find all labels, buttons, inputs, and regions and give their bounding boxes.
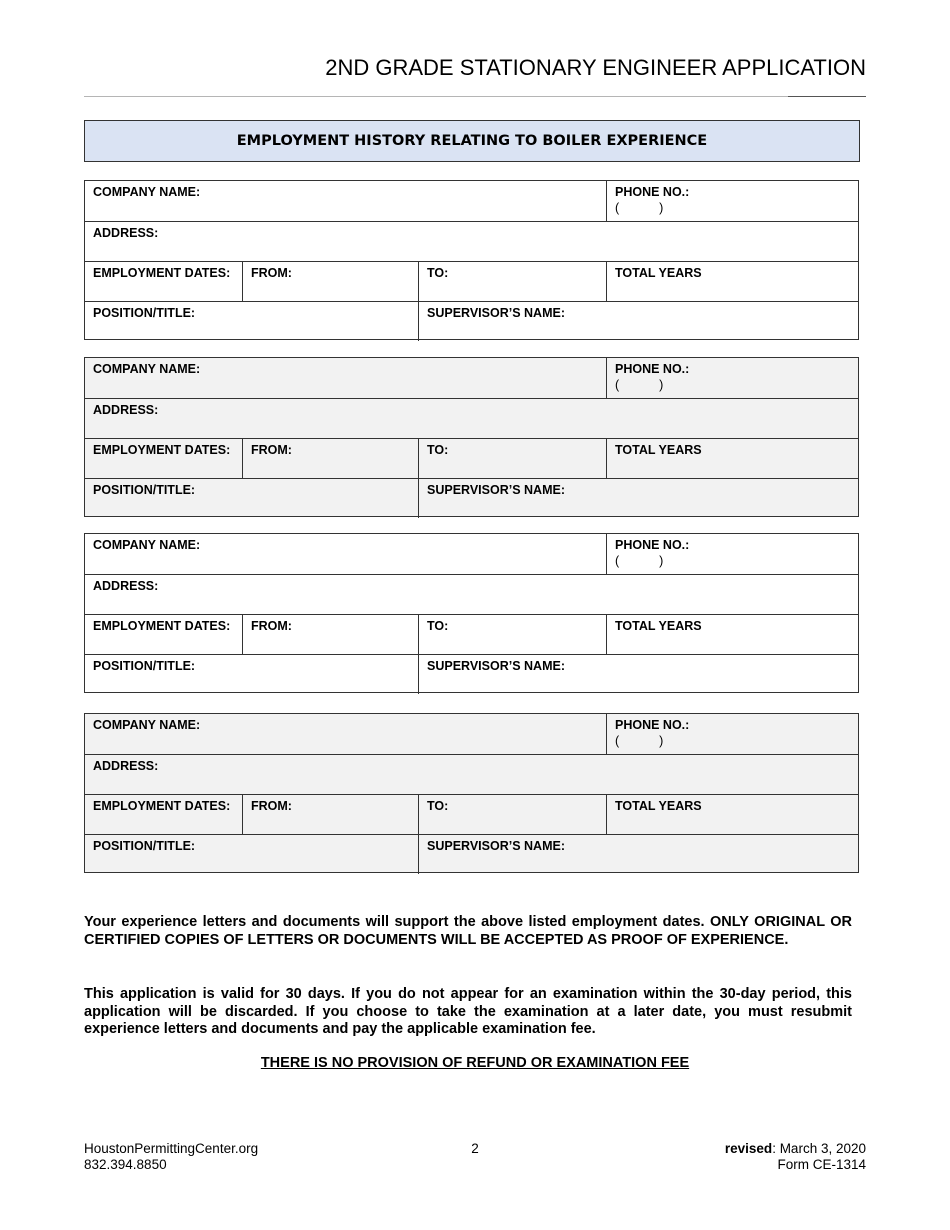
total-years-label: TOTAL YEARS <box>615 443 702 457</box>
employment-dates-label: EMPLOYMENT DATES: <box>93 443 231 457</box>
supervisor-name-field[interactable] <box>418 835 858 874</box>
supervisor-name-label: SUPERVISOR’S NAME: <box>427 483 565 497</box>
position-title-label: POSITION/TITLE: <box>93 306 196 320</box>
position-row <box>85 654 858 694</box>
employment-dates-label-cell <box>85 795 243 834</box>
employment-dates-label-cell <box>85 439 243 478</box>
phone-label: PHONE NO.: <box>615 718 690 732</box>
to-field[interactable] <box>418 615 607 654</box>
supervisor-name-field[interactable] <box>418 655 858 694</box>
dates-row <box>85 794 858 834</box>
position-row <box>85 478 858 518</box>
to-label: TO: <box>427 619 449 633</box>
position-row <box>85 834 858 874</box>
position-title-field[interactable] <box>85 655 419 694</box>
to-field[interactable] <box>418 795 607 834</box>
address-row <box>85 754 858 794</box>
address-row <box>85 574 858 614</box>
employment-entry-2 <box>84 357 859 517</box>
total-years-field[interactable] <box>606 795 858 834</box>
phone-field[interactable] <box>606 358 858 398</box>
to-label: TO: <box>427 799 449 813</box>
form-id: Form CE-1314 <box>777 1157 866 1172</box>
company-name-label: COMPANY NAME: <box>93 185 201 199</box>
from-label: FROM: <box>251 443 292 457</box>
address-row <box>85 221 858 261</box>
phone-label: PHONE NO.: <box>615 362 690 376</box>
from-field[interactable] <box>242 262 418 301</box>
supervisor-name-field[interactable] <box>418 479 858 518</box>
employment-entry-3 <box>84 533 859 693</box>
dates-row <box>85 438 858 478</box>
total-years-label: TOTAL YEARS <box>615 799 702 813</box>
phone-label: PHONE NO.: <box>615 185 690 199</box>
address-field[interactable] <box>85 755 858 794</box>
from-label: FROM: <box>251 266 292 280</box>
to-field[interactable] <box>418 439 607 478</box>
supervisor-name-label: SUPERVISOR’S NAME: <box>427 306 565 320</box>
phone-label: PHONE NO.: <box>615 538 690 552</box>
phone-area-code: ( ) <box>615 201 664 215</box>
section-title: EMPLOYMENT HISTORY RELATING TO BOILER EXPERIENCE <box>236 133 708 149</box>
employment-dates-label-cell <box>85 262 243 301</box>
company-name-label: COMPANY NAME: <box>93 538 201 552</box>
total-years-field[interactable] <box>606 615 858 654</box>
title-divider <box>84 96 865 97</box>
employment-entry-1 <box>84 180 859 340</box>
supervisor-name-label: SUPERVISOR’S NAME: <box>427 839 565 853</box>
position-title-field[interactable] <box>85 479 419 518</box>
footer-revision <box>725 1141 866 1173</box>
employment-dates-label: EMPLOYMENT DATES: <box>93 619 231 633</box>
from-label: FROM: <box>251 619 292 633</box>
company-name-field[interactable] <box>85 534 607 574</box>
dates-row <box>85 614 858 654</box>
footer-website[interactable]: HoustonPermittingCenter.org <box>84 1141 259 1156</box>
company-row <box>85 534 858 574</box>
section-banner <box>84 120 860 162</box>
phone-area-code: ( ) <box>615 734 664 748</box>
phone-field[interactable] <box>606 534 858 574</box>
address-label: ADDRESS: <box>93 759 159 773</box>
title-divider-accent <box>788 96 866 97</box>
position-title-field[interactable] <box>85 302 419 341</box>
phone-field[interactable] <box>606 714 858 754</box>
employment-dates-label: EMPLOYMENT DATES: <box>93 799 231 813</box>
revised-date: : March 3, 2020 <box>772 1141 866 1156</box>
company-row <box>85 714 858 754</box>
position-title-label: POSITION/TITLE: <box>93 483 196 497</box>
employment-entry-4 <box>84 713 859 873</box>
page-title: 2ND GRADE STATIONARY ENGINEER APPLICATION <box>325 55 866 80</box>
supervisor-name-field[interactable] <box>418 302 858 341</box>
position-title-label: POSITION/TITLE: <box>93 659 196 673</box>
from-label: FROM: <box>251 799 292 813</box>
company-name-field[interactable] <box>85 358 607 398</box>
position-row <box>85 301 858 341</box>
refund-notice: THERE IS NO PROVISION OF REFUND OR EXAMINATION FEE <box>260 1055 690 1071</box>
to-label: TO: <box>427 443 449 457</box>
address-label: ADDRESS: <box>93 226 159 240</box>
address-field[interactable] <box>85 222 858 261</box>
from-field[interactable] <box>242 795 418 834</box>
address-row <box>85 398 858 438</box>
company-name-field[interactable] <box>85 181 607 221</box>
address-label: ADDRESS: <box>93 579 159 593</box>
company-name-label: COMPANY NAME: <box>93 718 201 732</box>
phone-area-code: ( ) <box>615 554 664 568</box>
employment-dates-label: EMPLOYMENT DATES: <box>93 266 231 280</box>
company-row <box>85 358 858 398</box>
to-field[interactable] <box>418 262 607 301</box>
total-years-field[interactable] <box>606 439 858 478</box>
dates-row <box>85 261 858 301</box>
page-number: 2 <box>471 1141 479 1156</box>
from-field[interactable] <box>242 439 418 478</box>
revised-label: revised <box>724 1141 773 1156</box>
footer-phone: 832.394.8850 <box>84 1157 167 1172</box>
experience-letters-notice: Your experience letters and documents will support the above listed employment dates. ONLY ORIGINAL OR CERTIFIED COPIES OF LETTERS OR DOCUMENTS WILL BE ACCEPTED AS PROOF OF EXPERIENCE. <box>84 914 852 948</box>
phone-field[interactable] <box>606 181 858 221</box>
to-label: TO: <box>427 266 449 280</box>
total-years-label: TOTAL YEARS <box>615 619 702 633</box>
revision-line <box>725 1141 866 1157</box>
supervisor-name-label: SUPERVISOR’S NAME: <box>427 659 565 673</box>
position-title-field[interactable] <box>85 835 419 874</box>
total-years-field[interactable] <box>606 262 858 301</box>
company-name-field[interactable] <box>85 714 607 754</box>
company-row <box>85 181 858 221</box>
phone-area-code: ( ) <box>615 378 664 392</box>
from-field[interactable] <box>242 615 418 654</box>
company-name-label: COMPANY NAME: <box>93 362 201 376</box>
address-field[interactable] <box>85 399 858 438</box>
position-title-label: POSITION/TITLE: <box>93 839 196 853</box>
total-years-label: TOTAL YEARS <box>615 266 702 280</box>
validity-notice: This application is valid for 30 days. If you do not appear for an examination within the 30-day period, this application will be discarded. If you choose to take the examination at a later date, you must resubmit experience letters and documents and pay the applicable examination fee. <box>84 986 852 1037</box>
address-field[interactable] <box>85 575 858 614</box>
address-label: ADDRESS: <box>93 403 159 417</box>
employment-dates-label-cell <box>85 615 243 654</box>
